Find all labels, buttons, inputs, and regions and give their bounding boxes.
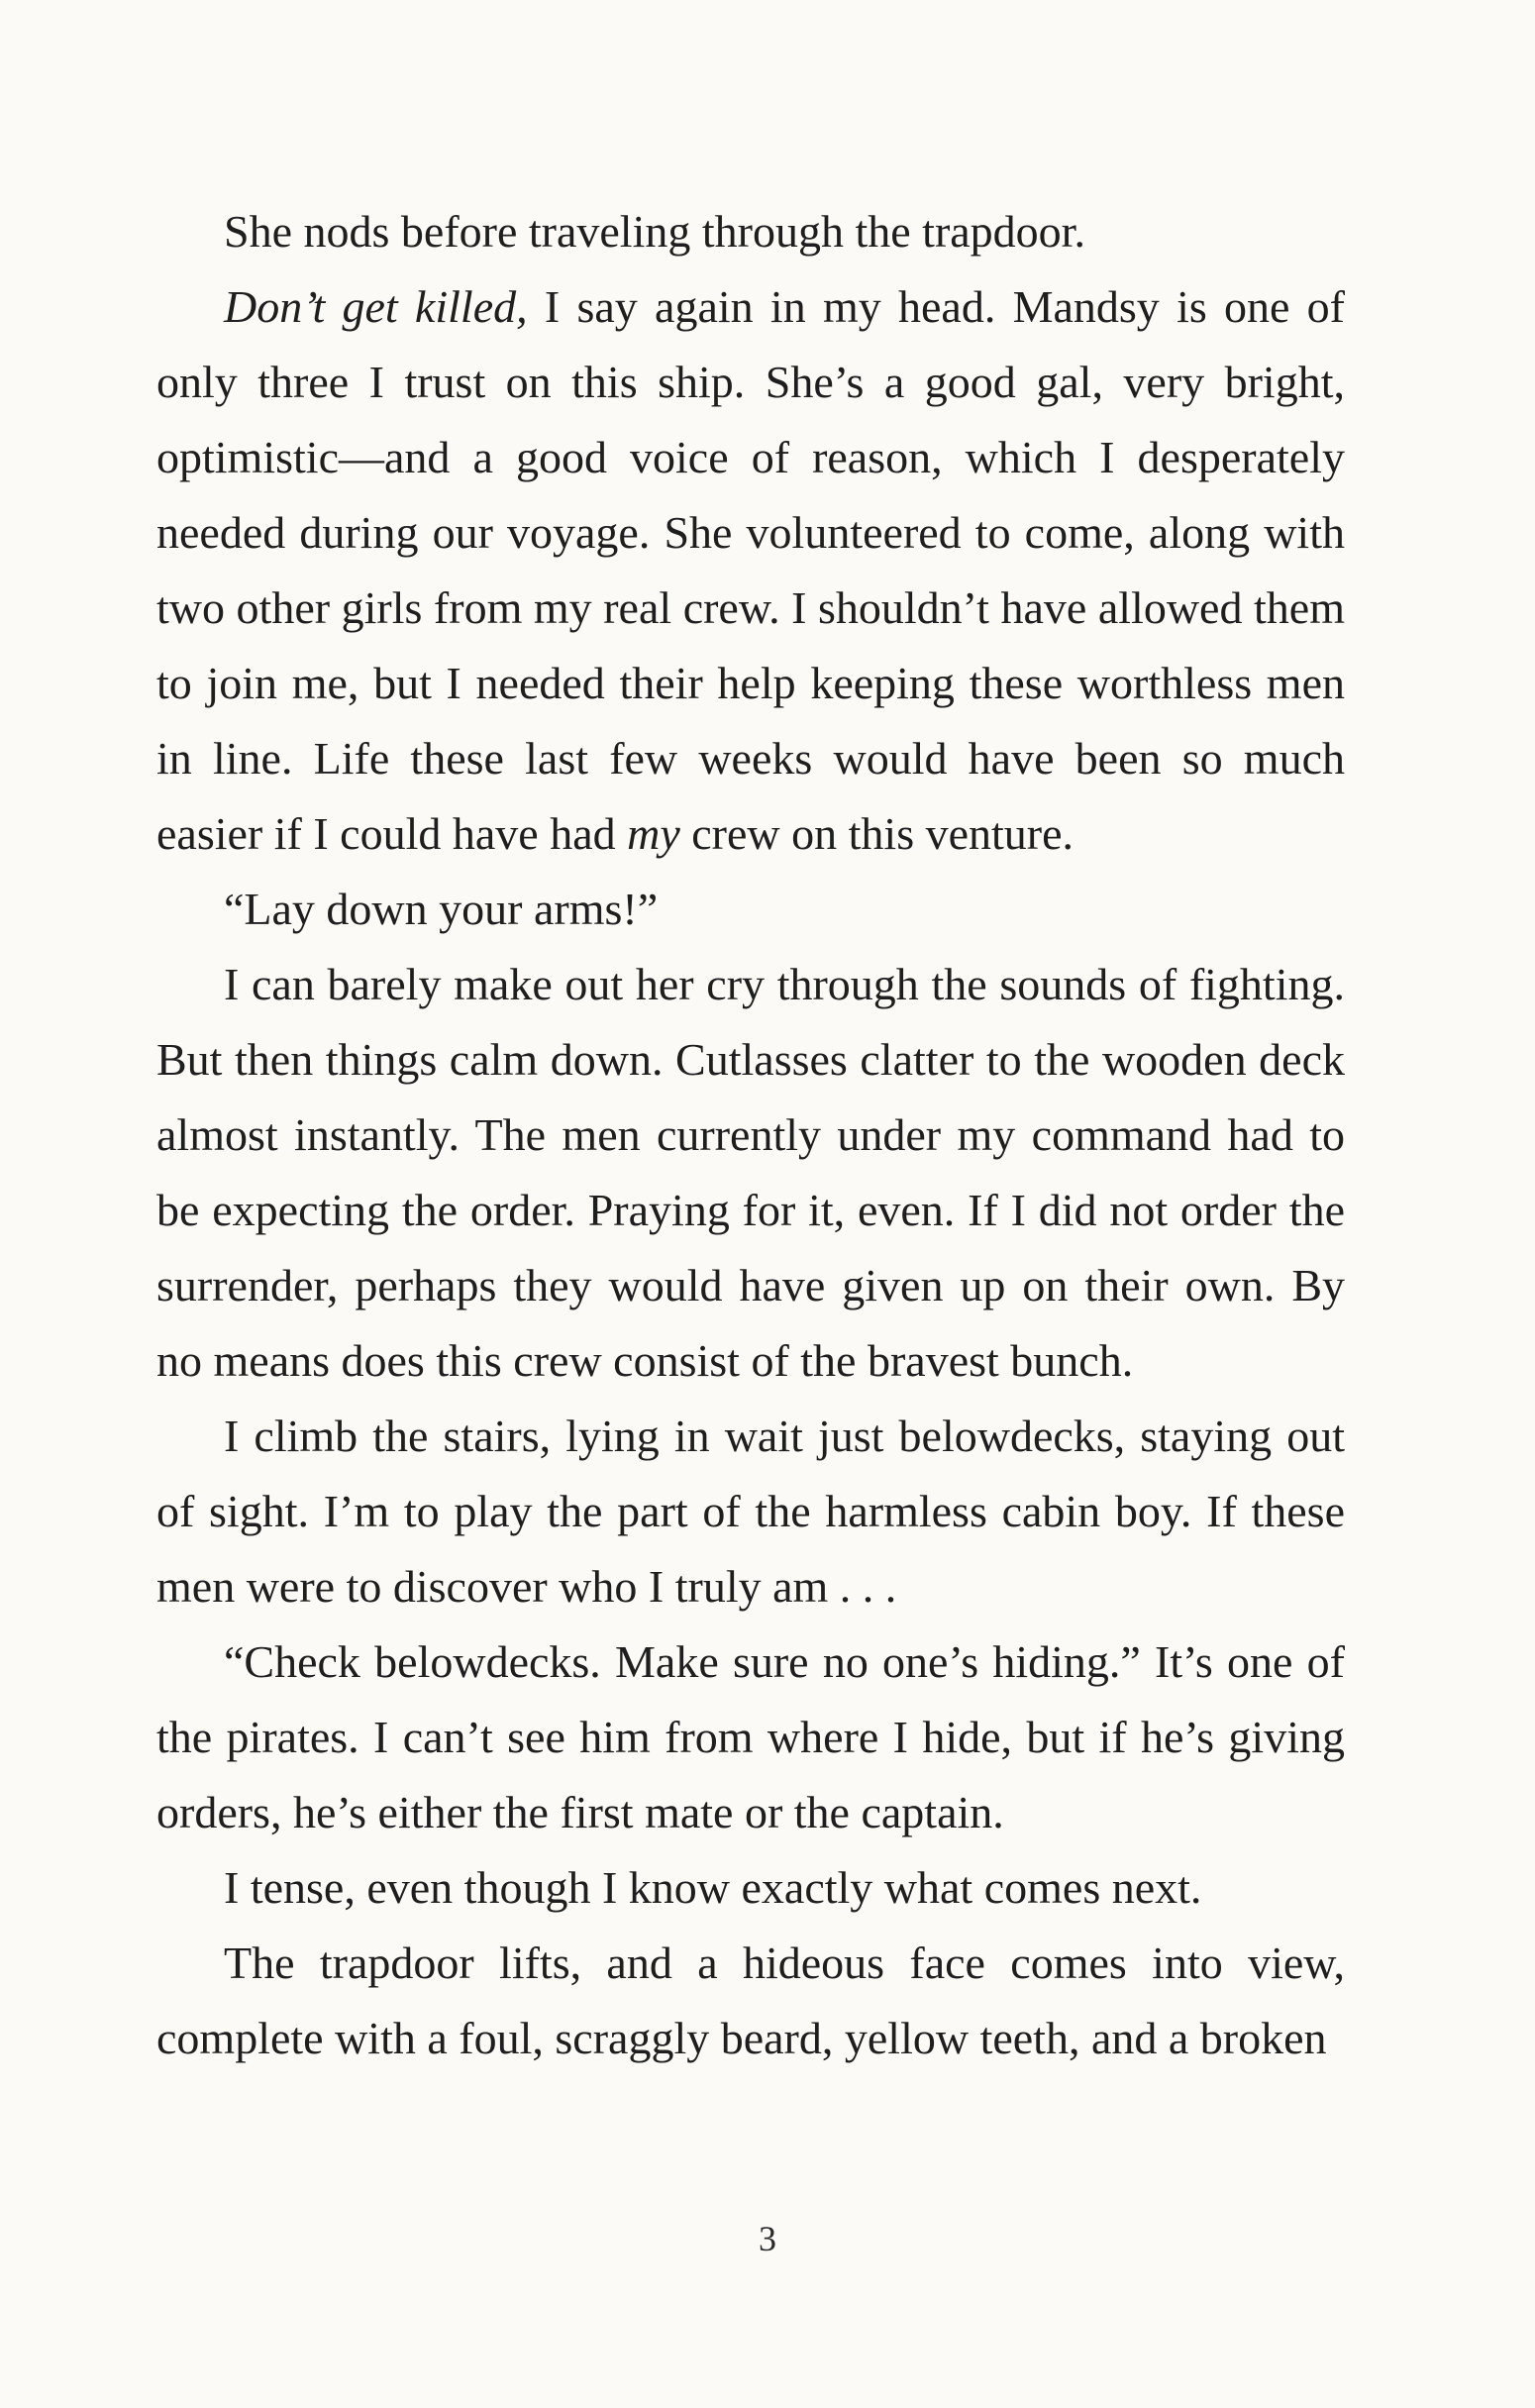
text-run: I can barely make out her cry through the sounds of fighting. But then things calm down. Cutlasses clatter to the wooden deck almost instantly. The men currently under my command had to be expecting the order. Praying for it, even. If I did not order the surrender, perhaps they would have given up on their own. By no means does this crew consist of the bravest bunch. — [156, 959, 1345, 1386]
text-run: I climb the stairs, lying in wait just belowdecks, staying out of sight. I’m to play the part of the harmless cabin boy. If these men were to discover who I truly am . . . — [156, 1411, 1345, 1612]
italic-text: my — [627, 808, 680, 859]
text-run: “Check belowdecks. Make sure no one’s hiding.” It’s one of the pirates. I can’t see him from where I hide, but if he’s giving orders, he’s either the first mate or the captain. — [156, 1636, 1345, 1837]
text-run: I say again in my head. Mandsy is one of only three I trust on this ship. She’s a good gal, very bright, optimistic—and a good voice of reason, which I desperately needed during our voyage. She volunteered to come, along with two other girls from my real crew. I shouldn’t have allowed them to join me, but I needed their help keeping these worthless men in line. Life these last few weeks would have been so much easier if I could have had — [156, 281, 1345, 859]
text-run: She nods before traveling through the trapdoor. — [224, 206, 1085, 257]
paragraph — [156, 1624, 1345, 1850]
paragraph — [156, 269, 1345, 872]
text-run: I tense, even though I know exactly what comes next. — [224, 1862, 1202, 1913]
paragraph — [156, 872, 1345, 947]
text-run: crew on this venture. — [679, 808, 1074, 859]
paragraph — [156, 194, 1345, 269]
body-text — [156, 194, 1345, 2076]
text-run: The trapdoor lifts, and a hideous face comes into view, complete with a foul, scraggly beard, yellow teeth, and a broken — [156, 1937, 1345, 2063]
paragraph — [156, 1926, 1345, 2076]
paragraph — [156, 947, 1345, 1399]
text-run: “Lay down your arms!” — [224, 884, 659, 934]
page-number: 3 — [759, 2219, 776, 2258]
italic-text: Don’t get killed, — [224, 281, 528, 332]
paragraph — [156, 1399, 1345, 1624]
paragraph — [156, 1850, 1345, 1926]
